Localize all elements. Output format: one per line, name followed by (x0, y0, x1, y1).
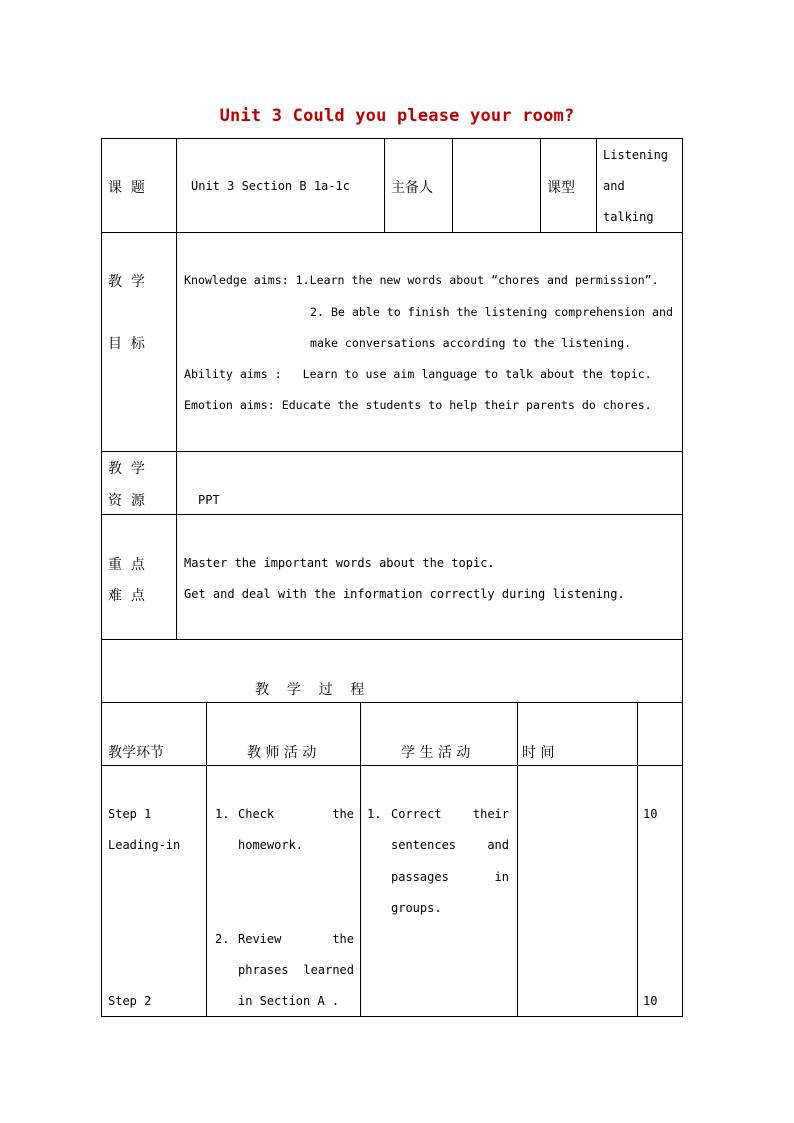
col-student-header: 学 生 活 动 (401, 745, 471, 761)
process-heading: 教 学 过 程 (255, 682, 365, 698)
teacher-item-1-row-2: homework. (238, 838, 304, 852)
stage-cell (101, 765, 207, 1017)
extra-time-cell (637, 765, 683, 1017)
emotion-aims: Emotion aims: Educate the students to help their parents do chores. (184, 398, 652, 412)
resources-content-cell (176, 451, 683, 515)
col-extra-header-cell (637, 702, 683, 766)
document-title: Unit 3 Could you please your room? (219, 106, 575, 126)
col-stage-header: 教学环节 (108, 745, 164, 761)
key-points-label-bottom: 难 点 (108, 588, 145, 604)
key-points-label-cell (101, 514, 177, 640)
student-item-1-row-2 (391, 838, 509, 852)
objectives-label-bottom: 目 标 (108, 336, 145, 352)
student-item-1-row-4: groups. (391, 901, 442, 915)
teacher-item-2-row-1 (238, 932, 354, 946)
topic-value: Unit 3 Section B 1a-1c (191, 179, 350, 193)
time-value-1: 10 (643, 807, 658, 821)
resources-label-top: 教 学 (108, 461, 145, 477)
objectives-label-top: 教 学 (108, 274, 145, 290)
teacher-item-2-word-4: learned (303, 963, 354, 977)
student-item-1-row-3 (391, 870, 509, 884)
step-1-subtitle: Leading-in (108, 838, 181, 852)
teacher-item-2-row-3: in Section A . (238, 994, 340, 1008)
student-item-1-word-5: passages (391, 870, 449, 884)
knowledge-aims-line-1: Knowledge aims: 1.Learn the new words about “chores and permission”. (184, 273, 659, 287)
time-value-2: 10 (643, 994, 658, 1008)
teacher-item-2-word-1: Review (238, 932, 282, 946)
type-value-line-1: Listening (603, 148, 669, 162)
type-value-line-2: and (603, 179, 625, 193)
topic-label: 课 题 (108, 180, 145, 196)
teacher-item-1-word-2: the (332, 807, 354, 821)
col-time-header: 时 间 (522, 745, 555, 761)
preparer-value-cell (452, 138, 541, 233)
key-point-line-2: Get and deal with the information correctly during listening. (184, 587, 625, 601)
student-activity-cell (360, 765, 518, 1017)
preparer-label: 主备人 (391, 180, 433, 196)
knowledge-aims-line-3: make conversations according to the listening. (310, 336, 632, 350)
teacher-item-1-row-1 (238, 807, 354, 821)
student-item-1-word-2: their (472, 807, 509, 821)
teacher-item-2-number: 2. (215, 932, 230, 946)
student-item-1-word-6: in (494, 870, 509, 884)
teacher-item-2-word-3: phrases (238, 963, 289, 977)
student-item-1-row-1 (391, 807, 509, 821)
student-item-1-word-4: and (487, 838, 509, 852)
knowledge-aims-line-2: 2. Be able to finish the listening comprehension and (310, 305, 673, 319)
ability-aims: Ability aims : Learn to use aim language to talk about the topic. (184, 367, 652, 381)
teacher-activity-cell (206, 765, 361, 1017)
key-point-line-1: Master the important words about the topic. (184, 556, 495, 570)
resources-value: PPT (198, 493, 220, 507)
teacher-item-2-row-2 (238, 963, 354, 977)
time-cell (517, 765, 638, 1017)
type-value-line-3: talking (603, 210, 654, 224)
type-label: 课型 (547, 180, 575, 196)
step-1-name: Step 1 (108, 807, 152, 821)
process-heading-cell (101, 639, 683, 703)
col-teacher-header: 教 师 活 动 (247, 745, 317, 761)
student-item-1-word-3: sentences (391, 838, 457, 852)
student-item-1-number: 1. (367, 807, 382, 821)
teacher-item-2-word-2: the (332, 932, 354, 946)
resources-label-bottom: 资 源 (108, 493, 145, 509)
teacher-item-1-number: 1. (215, 807, 230, 821)
student-item-1-word-1: Correct (391, 807, 442, 821)
step-2-name: Step 2 (108, 994, 152, 1008)
teacher-item-1-word-1: Check (238, 807, 275, 821)
key-points-label-top: 重 点 (108, 557, 145, 573)
key-points-content-cell (176, 514, 683, 640)
